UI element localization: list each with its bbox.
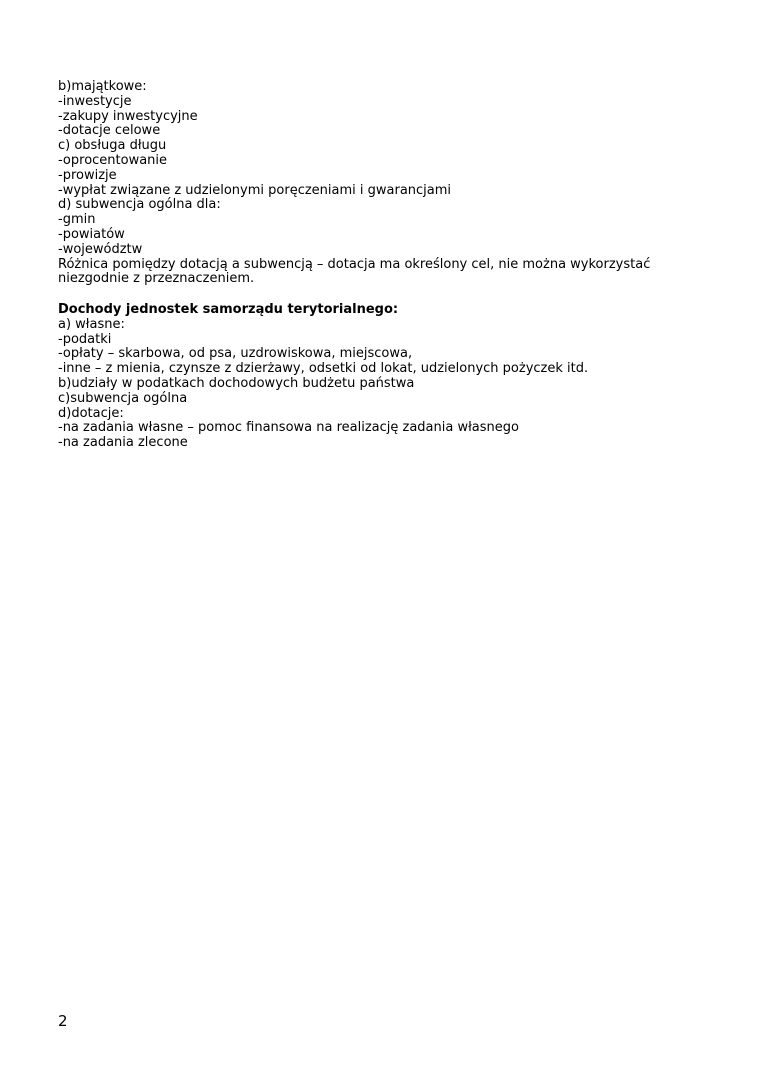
- text-line: Różnica pomiędzy dotacją a subwencją – dotacja ma określony cel, nie można wykorzystać: [58, 256, 651, 272]
- text-line: -prowizje: [58, 167, 117, 183]
- text-line: -wypłat związane z udzielonymi poręczeniami i gwarancjami: [58, 182, 452, 198]
- text-line: -gmin: [58, 212, 96, 228]
- text-line: -na zadania własne – pomoc finansowa na realizację zadania własnego: [58, 420, 519, 436]
- text-line: -podatki: [58, 331, 112, 347]
- text-line: -oprocentowanie: [58, 152, 168, 168]
- text-line: c) obsługa długu: [58, 138, 167, 154]
- text-line: -województw: [58, 241, 143, 257]
- text-line: b)majątkowe:: [58, 79, 147, 94]
- page-number: 2: [58, 1012, 68, 1030]
- section-heading: Dochody jednostek samorządu terytorialnego:: [58, 302, 399, 317]
- text-line: niezgodnie z przeznaczeniem.: [58, 271, 255, 287]
- text-line: d) subwencja ogólna dla:: [58, 197, 221, 213]
- text-line: -inne – z mienia, czynsze z dzierżawy, odsetki od lokat, udzielonych pożyczek itd.: [58, 361, 589, 377]
- text-line: -powiatów: [58, 226, 125, 242]
- text-line: -opłaty – skarbowa, od psa, uzdrowiskowa, miejscowa,: [58, 346, 413, 362]
- expenses-section: [58, 80, 698, 287]
- text-line: -inwestycje: [58, 93, 132, 109]
- text-line: c)subwencja ogólna: [58, 390, 188, 406]
- text-line: b)udziały w podatkach dochodowych budżetu państwa: [58, 375, 415, 391]
- income-section: [58, 303, 698, 451]
- text-line: -na zadania zlecone: [58, 435, 188, 451]
- text-line: d)dotacje:: [58, 405, 124, 421]
- text-line: -zakupy inwestycyjne: [58, 108, 198, 124]
- text-line: -dotacje celowe: [58, 123, 161, 139]
- text-line: a) własne:: [58, 316, 125, 332]
